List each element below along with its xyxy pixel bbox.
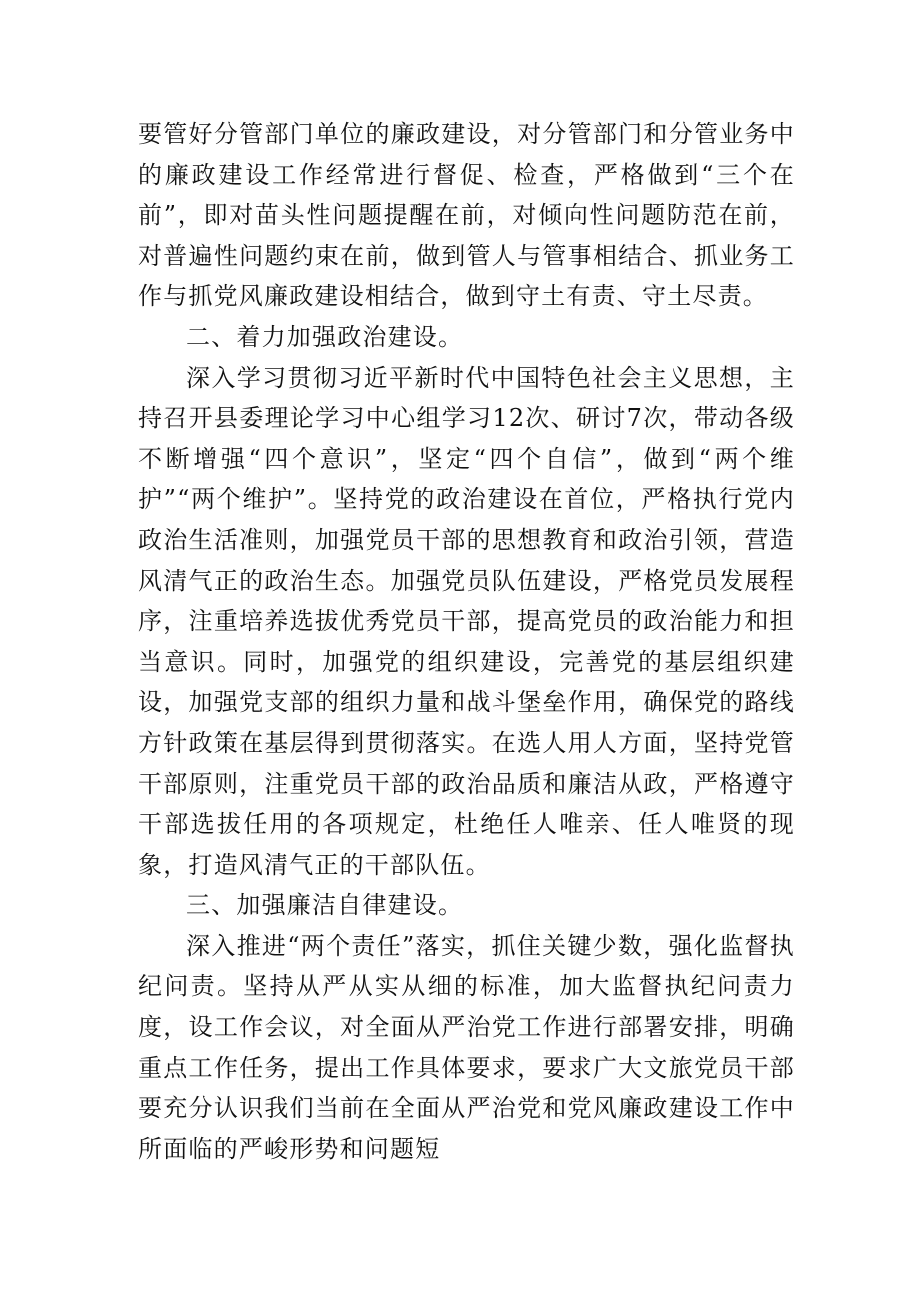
paragraph-political-building: 深入学习贯彻习近平新时代中国特色社会主义思想，主持召开县委理论学习中心组学习12次、研讨7次，带动各级不断增强“四个意识”，坚定“四个自信”，做到“两个维护”“两个维护”。坚持党的政治建设在首位，严格执行党内政治生活准则，加强党员干部的思想教育和政治引领，营造风清气正的政治生态。加强党员队伍建设，严格党员发展程序，注重培养选拔优秀党员干部，提高党员的政治能力和担当意识。同时，加强党的组织建设，完善党的基层组织建设，加强党支部的组织力量和战斗堡垒作用，确保党的路线方针政策在基层得到贯彻落实。在选人用人方面，坚持党管干部原则，注重党员干部的政治品质和廉洁从政，严格遵守干部选拔任用的各项规定，杜绝任人唯亲、任人唯贤的现象，打造风清气正的干部队伍。 [138, 363, 795, 879]
paragraph-integrity-building: 深入推进“两个责任”落实，抓住关键少数，强化监督执纪问责。坚持从严从实从细的标准，加大监督执纪问责力度，设工作会议，对全面从严治党工作进行部署安排，明确重点工作任务，提出工作具体要求，要求广大文旅党员干部要充分认识我们当前在全面从严治党和党风廉政建设工作中所面临的严峻形势和问题短 [138, 931, 795, 1163]
document-body [138, 114, 795, 1169]
section-heading-2: 二、着力加强政治建设。 [186, 322, 464, 351]
section-heading-3: 三、加强廉洁自律建设。 [186, 891, 464, 920]
paragraph-continued: 要管好分管部门单位的廉政建设，对分管部门和分管业务中的廉政建设工作经常进行督促、检查，严格做到“三个在前”，即对苗头性问题提醒在前，对倾向性问题防范在前，对普遍性问题约束在前，做到管人与管事相结合、抓业务工作与抓党风廉政建设相结合，做到守土有责、守土尽责。 [138, 120, 795, 311]
